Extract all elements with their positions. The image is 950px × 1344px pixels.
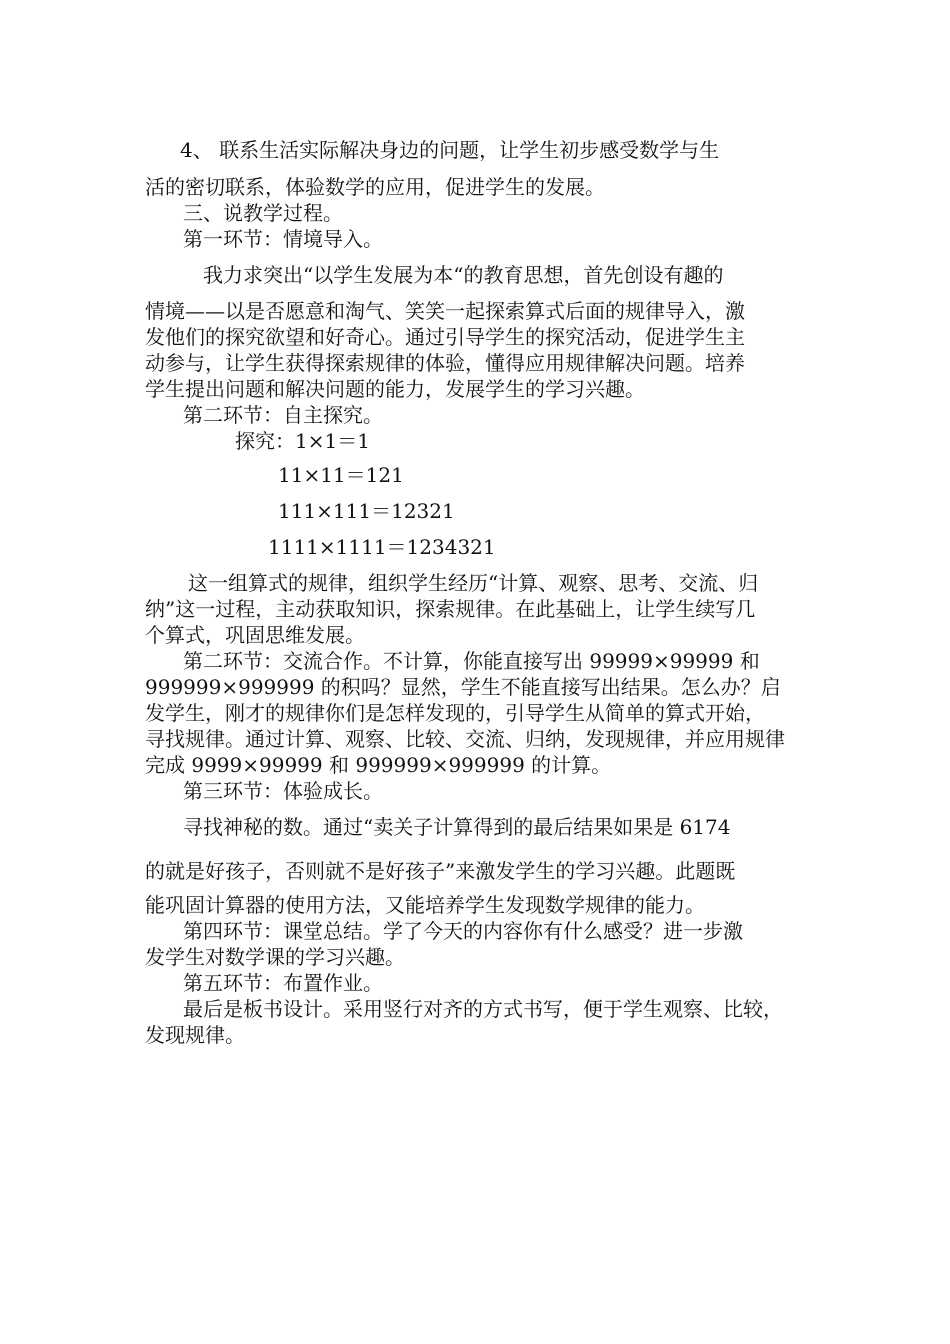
paragraph-summary-line-2: 发学生对数学课的学习兴趣。 bbox=[145, 945, 405, 969]
stage-1-heading: 第一环节：情境导入。 bbox=[183, 227, 383, 251]
paragraph-cooperation-line-1: 第二环节：交流合作。不计算，你能直接写出 99999×99999 和 bbox=[183, 649, 760, 673]
paragraph-board-line-2: 发现规律。 bbox=[145, 1023, 245, 1047]
paragraph-stage-1-line-2: 情境——以是否愿意和淘气、笑笑一起探索算式后面的规律导入，激 bbox=[145, 299, 745, 323]
section-heading-teaching-process: 三、说教学过程。 bbox=[183, 201, 343, 225]
paragraph-cooperation-line-2: 999999×999999 的积吗？显然，学生不能直接写出结果。怎么办？启 bbox=[145, 675, 781, 699]
stage-3-heading: 第三环节：体验成长。 bbox=[183, 779, 383, 803]
paragraph-stage-1-line-1: 我力求突出“以学生发展为本“的教育思想，首先创设有趣的 bbox=[203, 263, 724, 287]
paragraph-stage-1-line-3: 发他们的探究欲望和好奇心。通过引导学生的探究活动，促进学生主 bbox=[145, 325, 745, 349]
stage-5-heading: 第五环节：布置作业。 bbox=[183, 971, 383, 995]
paragraph-goal-4-line-2: 活的密切联系，体验数学的应用，促进学生的发展。 bbox=[145, 175, 605, 199]
paragraph-stage-1-line-5: 学生提出问题和解决问题的能力，发展学生的学习兴趣。 bbox=[145, 377, 645, 401]
paragraph-pattern-line-2: 纳”这一过程，主动获取知识，探索规律。在此基础上，让学生续写几 bbox=[145, 597, 756, 621]
paragraph-growth-line-2: 的就是好孩子，否则就不是好孩子”来激发学生的学习兴趣。此题既 bbox=[145, 859, 736, 883]
paragraph-growth-line-1: 寻找神秘的数。通过“卖关子计算得到的最后结果如果是 6174 bbox=[183, 815, 731, 839]
paragraph-summary-line-1: 第四环节：课堂总结。学了今天的内容你有什么感受？进一步激 bbox=[183, 919, 743, 943]
paragraph-board-line-1: 最后是板书设计。采用竖行对齐的方式书写，便于学生观察、比较， bbox=[183, 997, 783, 1021]
paragraph-pattern-line-1: 这一组算式的规律，组织学生经历“计算、观察、思考、交流、归 bbox=[188, 571, 759, 595]
paragraph-goal-4-line-1: 4、 联系生活实际解决身边的问题，让学生初步感受数学与生 bbox=[180, 138, 720, 162]
paragraph-pattern-line-3: 个算式，巩固思维发展。 bbox=[145, 623, 365, 647]
paragraph-cooperation-line-5: 完成 9999×99999 和 999999×999999 的计算。 bbox=[145, 753, 612, 777]
equation-1: 探究：1×1＝1 bbox=[235, 429, 370, 453]
stage-2-heading: 第二环节：自主探究。 bbox=[183, 403, 383, 427]
paragraph-cooperation-line-3: 发学生，刚才的规律你们是怎样发现的，引导学生从简单的算式开始， bbox=[145, 701, 765, 725]
equation-3: 111×111＝12321 bbox=[278, 499, 455, 523]
equation-2: 11×11＝121 bbox=[278, 463, 404, 487]
paragraph-cooperation-line-4: 寻找规律。通过计算、观察、比较、交流、归纳，发现规律，并应用规律 bbox=[145, 727, 785, 751]
paragraph-stage-1-line-4: 动参与，让学生获得探索规律的体验，懂得应用规律解决问题。培养 bbox=[145, 351, 745, 375]
paragraph-growth-line-3: 能巩固计算器的使用方法，又能培养学生发现数学规律的能力。 bbox=[145, 893, 705, 917]
equation-4: 1111×1111＝1234321 bbox=[268, 535, 496, 559]
